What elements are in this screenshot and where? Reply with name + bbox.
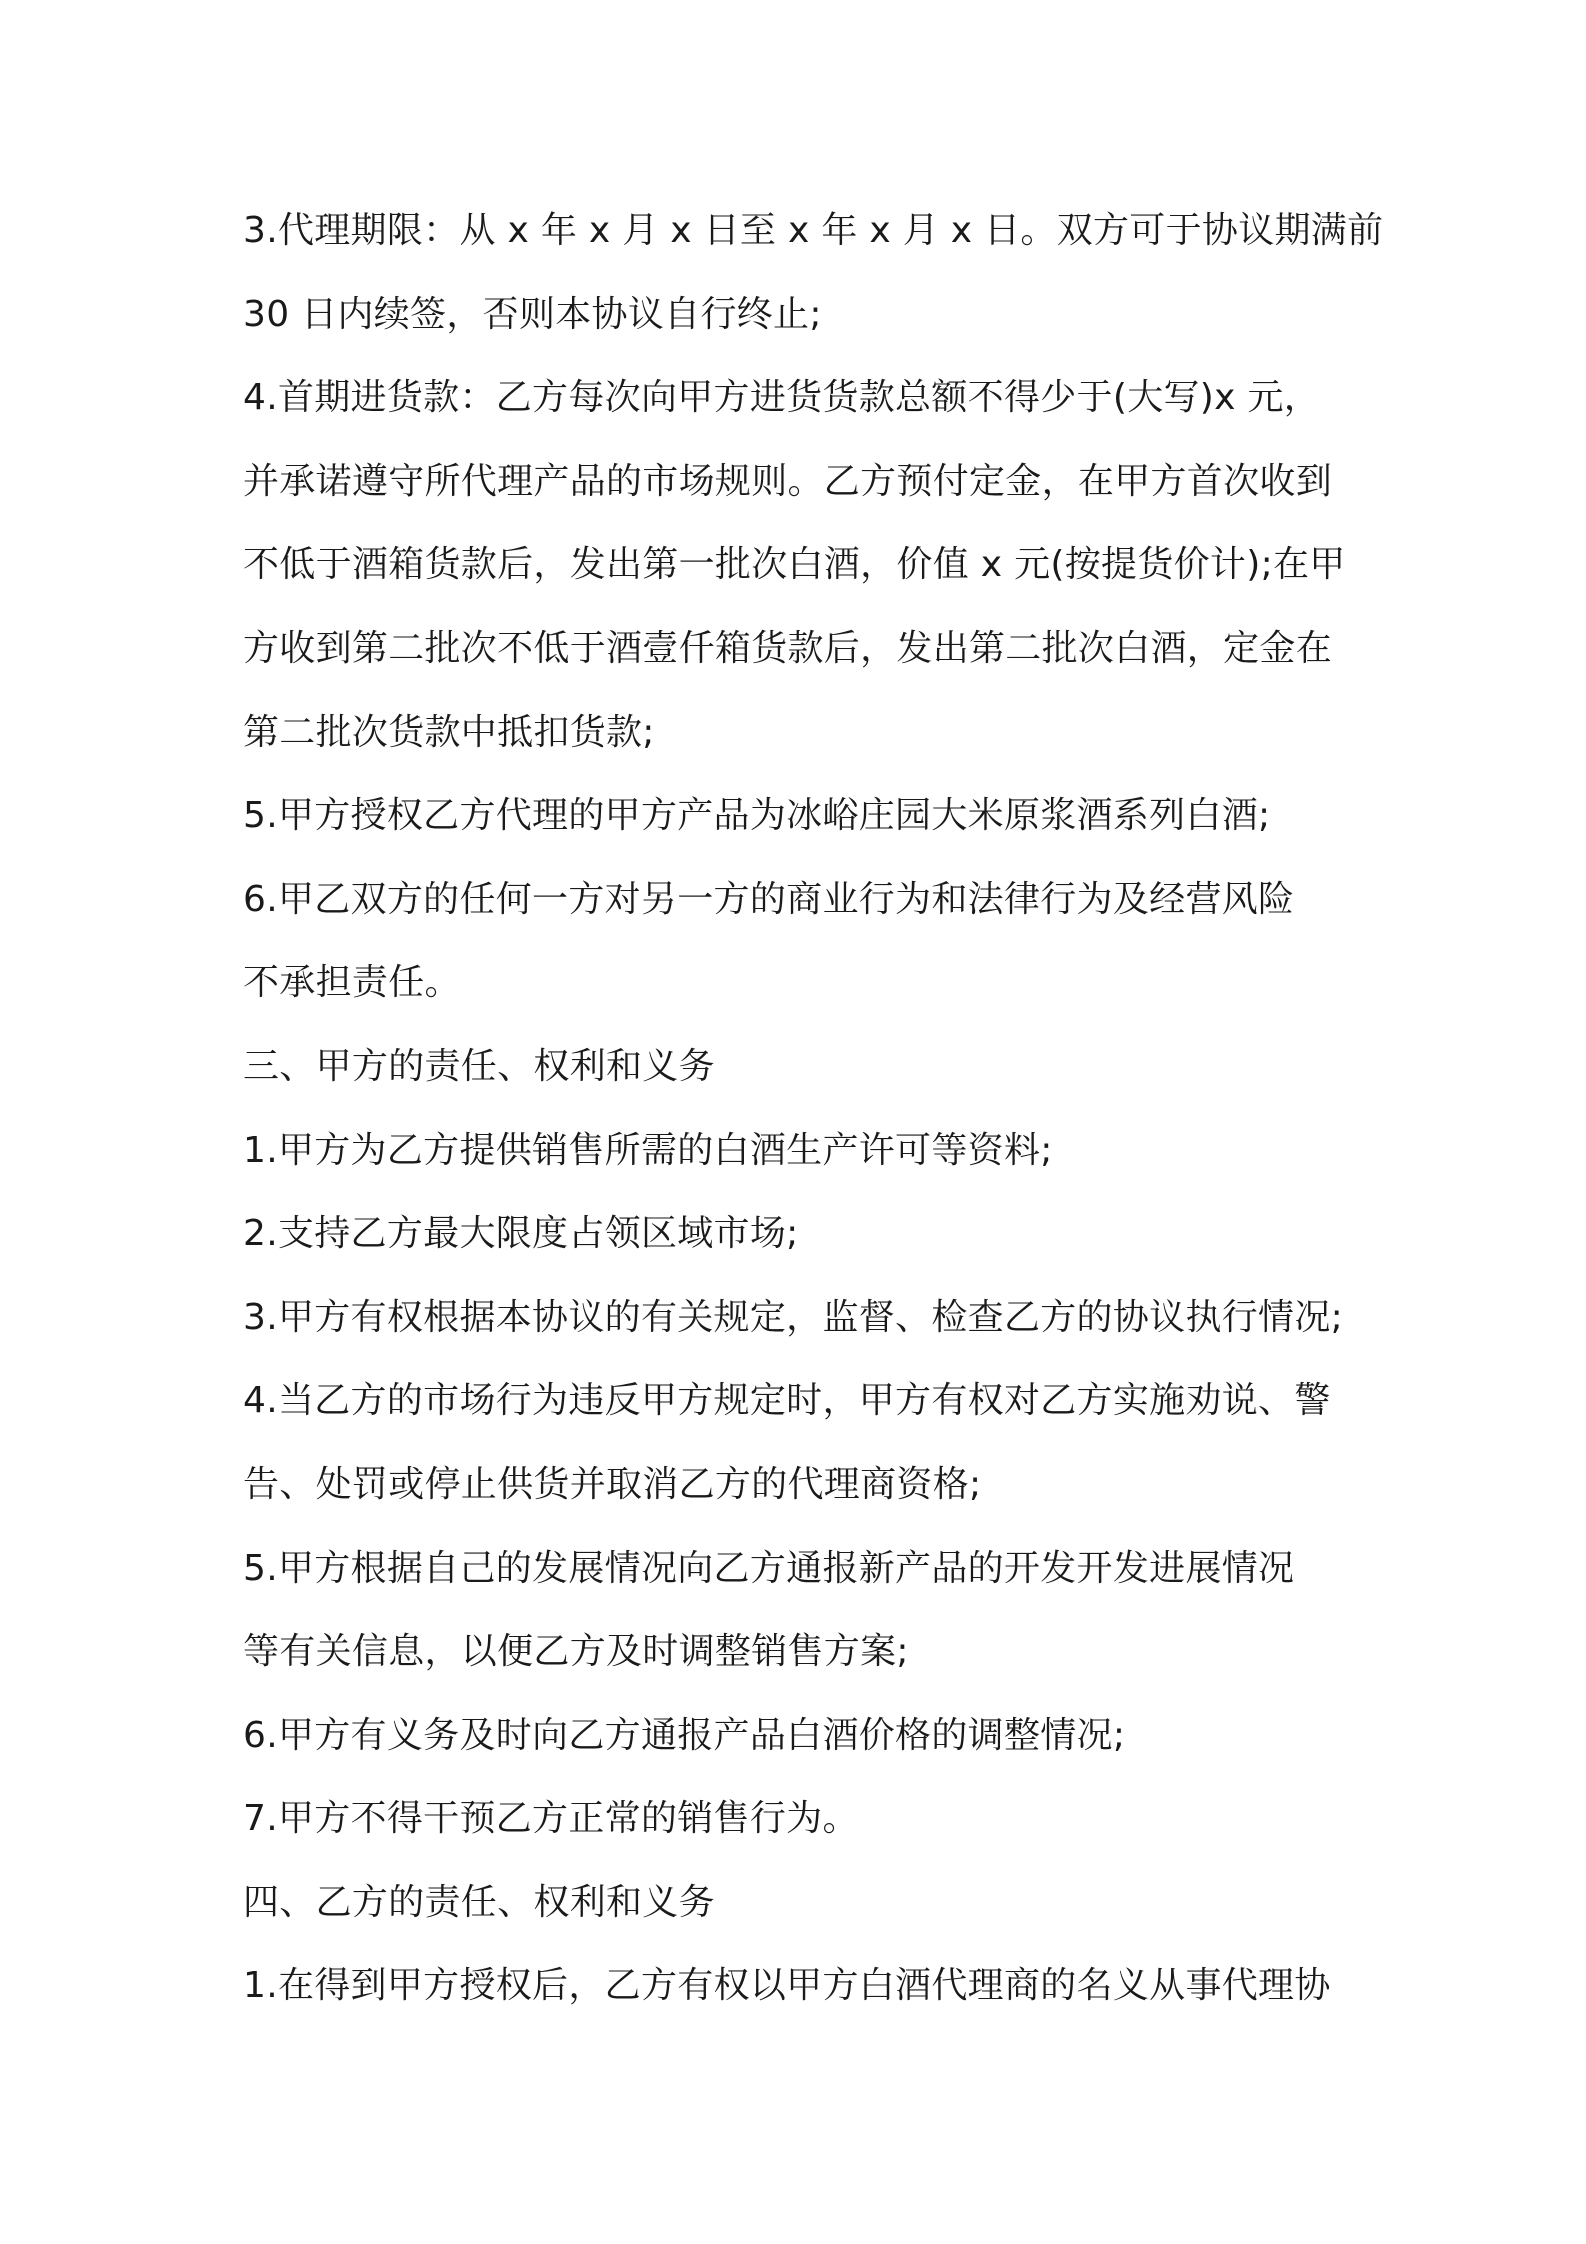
text-line: 并承诺遵守所代理产品的市场规则。乙方预付定金，在甲方首次收到 bbox=[243, 460, 1333, 502]
text-line: 3.代理期限：从 x 年 x 月 x 日至 x 年 x 月 x 日。双方可于协议期满前 bbox=[243, 210, 1384, 251]
document-body bbox=[243, 200, 1384, 2039]
text-line: 第二批次货款中抵扣货款; bbox=[243, 711, 655, 753]
text-line: 30 日内续签，否则本协议自行终止; bbox=[243, 293, 822, 335]
text-line: 5.甲方授权乙方代理的甲方产品为冰峪庄园大米原浆酒系列白酒; bbox=[243, 795, 1271, 837]
text-line: 1.甲方为乙方提供销售所需的白酒生产许可等资料; bbox=[243, 1129, 1053, 1171]
text-line: 3.甲方有权根据本协议的有关规定，监督、检查乙方的协议执行情况; bbox=[243, 1296, 1344, 1338]
text-line: 6.甲方有义务及时向乙方通报产品白酒价格的调整情况; bbox=[243, 1714, 1126, 1756]
text-line: 2.支持乙方最大限度占领区域市场; bbox=[243, 1213, 799, 1255]
text-line: 不承担责任。 bbox=[243, 962, 461, 1004]
text-line: 4.首期进货款：乙方每次向甲方进货货款总额不得少于(大写)x 元， bbox=[243, 377, 1321, 419]
section-heading: 四、乙方的责任、权利和义务 bbox=[243, 1881, 715, 1923]
text-line: 告、处罚或停止供货并取消乙方的代理商资格; bbox=[243, 1463, 982, 1505]
section-heading: 三、甲方的责任、权利和义务 bbox=[243, 1045, 715, 1087]
text-line: 等有关信息，以便乙方及时调整销售方案; bbox=[243, 1631, 909, 1673]
text-line: 1.在得到甲方授权后，乙方有权以甲方白酒代理商的名义从事代理协 bbox=[243, 1965, 1331, 2007]
text-line: 5.甲方根据自己的发展情况向乙方通报新产品的开发开发进展情况 bbox=[243, 1547, 1295, 1589]
text-line: 不低于酒箱货款后，发出第一批次白酒，价值 x 元(按提货价计);在甲 bbox=[243, 544, 1346, 586]
text-line: 6.甲乙双方的任何一方对另一方的商业行为和法律行为及经营风险 bbox=[243, 878, 1295, 920]
text-line: 4.当乙方的市场行为违反甲方规定时，甲方有权对乙方实施劝说、警 bbox=[243, 1380, 1331, 1422]
text-line: 方收到第二批次不低于酒壹仟箱货款后，发出第二批次白酒，定金在 bbox=[243, 627, 1333, 669]
text-line: 7.甲方不得干预乙方正常的销售行为。 bbox=[243, 1798, 859, 1840]
